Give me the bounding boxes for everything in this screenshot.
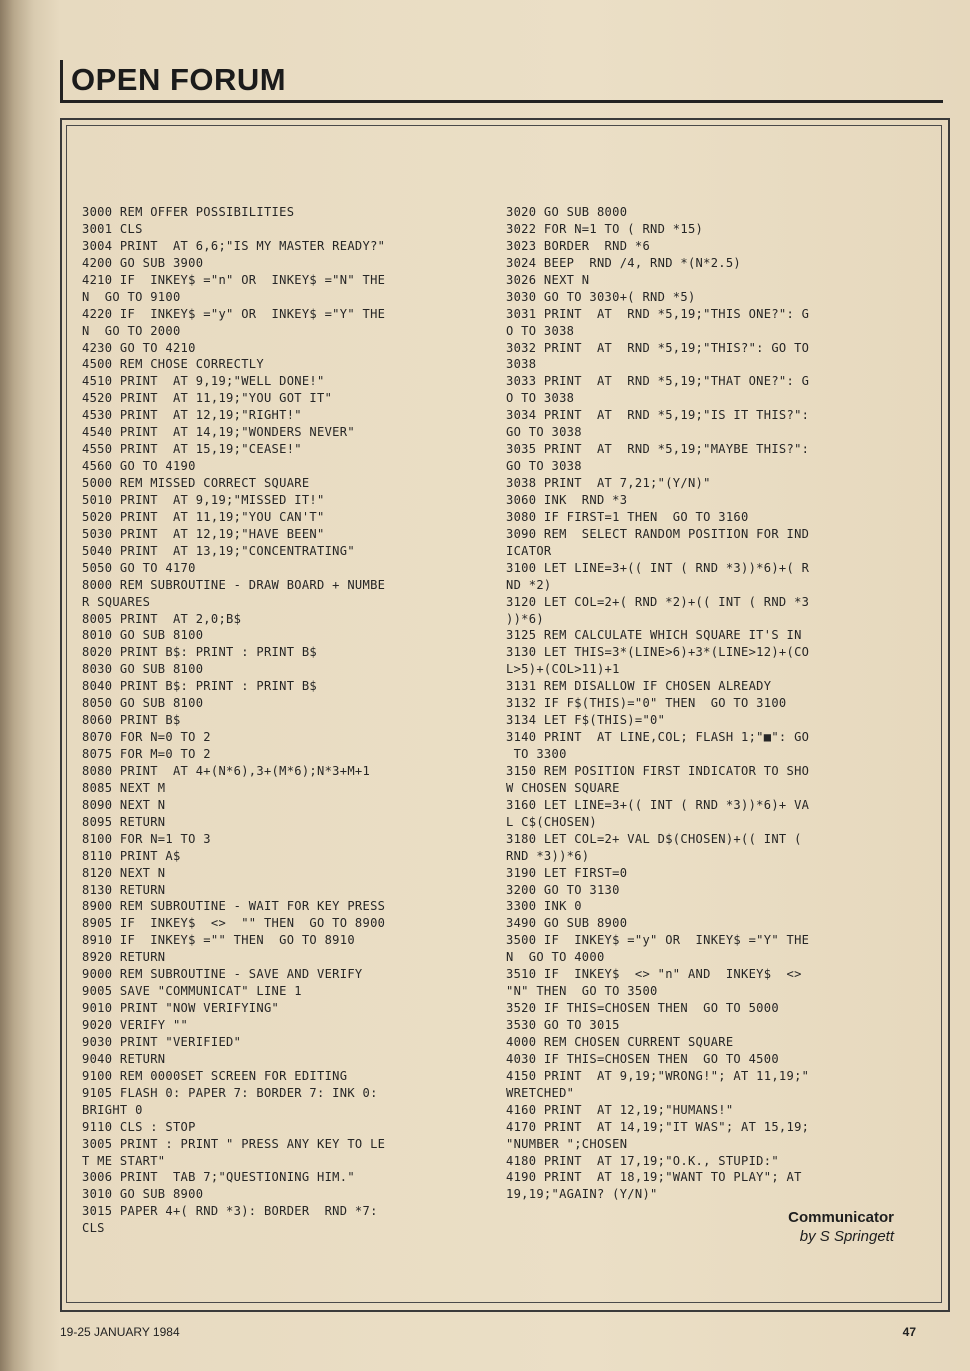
program-title: Communicator bbox=[788, 1209, 894, 1226]
code-line: ND *2) bbox=[506, 577, 552, 592]
code-line: 4510 PRINT AT 9,19;"WELL DONE!" bbox=[82, 374, 325, 389]
code-line: 8070 FOR N=0 TO 2 bbox=[82, 730, 211, 745]
code-line: 3006 PRINT TAB 7;"QUESTIONING HIM." bbox=[82, 1170, 355, 1185]
code-line: 9030 PRINT "VERIFIED" bbox=[82, 1034, 242, 1049]
code-line: 4200 GO SUB 3900 bbox=[82, 255, 204, 270]
code-line: T ME START" bbox=[82, 1153, 166, 1168]
code-line: 5000 REM MISSED CORRECT SQUARE bbox=[82, 476, 310, 490]
code-listing-left-column bbox=[82, 204, 497, 1237]
code-line: GO TO 3038 bbox=[506, 425, 582, 440]
code-line: 3134 LET F$(THIS)="0" bbox=[506, 713, 666, 728]
code-line: WRETCHED" bbox=[506, 1085, 575, 1100]
code-line: 5050 GO TO 4170 bbox=[82, 560, 196, 575]
code-line: 4550 PRINT AT 15,19;"CEASE!" bbox=[82, 442, 302, 457]
code-line: 9100 REM 0000SET SCREEN FOR EDITING bbox=[82, 1068, 348, 1083]
code-line: RND *3))*6) bbox=[506, 848, 590, 863]
code-line: 3024 BEEP RND /4, RND *(N*2.5) bbox=[506, 255, 742, 270]
code-line: 4000 REM CHOSEN CURRENT SQUARE bbox=[506, 1034, 734, 1049]
code-line: 9005 SAVE "COMMUNICAT" LINE 1 bbox=[82, 984, 302, 999]
code-line: 3160 LET LINE=3+(( INT ( RND *3))*6)+ VA bbox=[506, 797, 810, 812]
code-line: 3010 GO SUB 8900 bbox=[82, 1187, 204, 1202]
code-line: 3038 PRINT AT 7,21;"(Y/N)" bbox=[506, 476, 711, 490]
code-line: W CHOSEN SQUARE bbox=[506, 780, 620, 795]
code-line: ICATOR bbox=[506, 543, 552, 558]
code-line: 3034 PRINT AT RND *5,19;"IS IT THIS?": bbox=[506, 408, 810, 423]
code-line: 19,19;"AGAIN? (Y/N)" bbox=[506, 1187, 658, 1202]
code-line: 8130 RETURN bbox=[82, 882, 166, 897]
code-line: 8095 RETURN bbox=[82, 814, 166, 829]
code-line: 5020 PRINT AT 11,19;"YOU CAN'T" bbox=[82, 509, 325, 524]
code-line: 3150 REM POSITION FIRST INDICATOR TO SHO bbox=[506, 763, 810, 778]
code-line: GO TO 3038 bbox=[506, 459, 582, 474]
code-line: O TO 3038 bbox=[506, 323, 575, 338]
code-line: 3180 LET COL=2+ VAL D$(CHOSEN)+(( INT ( bbox=[506, 831, 802, 846]
code-line: 3300 INK 0 bbox=[506, 899, 582, 914]
code-line: 3031 PRINT AT RND *5,19;"THIS ONE?": G bbox=[506, 306, 810, 321]
code-line: 3030 GO TO 3030+( RND *5) bbox=[506, 289, 696, 304]
code-listing-right-column bbox=[506, 204, 921, 1203]
code-line: ))*6) bbox=[506, 611, 544, 626]
code-line: 3200 GO TO 3130 bbox=[506, 882, 620, 897]
code-line: 4030 IF THIS=CHOSEN THEN GO TO 4500 bbox=[506, 1051, 779, 1066]
code-line: 3000 REM OFFER POSSIBILITIES bbox=[82, 205, 295, 219]
issue-date: 19-25 JANUARY 1984 bbox=[60, 1325, 180, 1339]
code-line: 9040 RETURN bbox=[82, 1051, 166, 1066]
code-line: 3490 GO SUB 8900 bbox=[506, 916, 628, 931]
code-line: BRIGHT 0 bbox=[82, 1102, 143, 1117]
code-line: "N" THEN GO TO 3500 bbox=[506, 984, 658, 999]
code-line: 9000 REM SUBROUTINE - SAVE AND VERIFY bbox=[82, 967, 363, 982]
code-line: 3001 CLS bbox=[82, 221, 143, 236]
code-line: 3033 PRINT AT RND *5,19;"THAT ONE?": G bbox=[506, 374, 810, 389]
code-line: 9105 FLASH 0: PAPER 7: BORDER 7: INK 0: bbox=[82, 1085, 378, 1100]
code-line: 4190 PRINT AT 18,19;"WANT TO PLAY"; AT bbox=[506, 1170, 802, 1185]
code-line: 5010 PRINT AT 9,19;"MISSED IT!" bbox=[82, 492, 325, 507]
code-line: 3020 GO SUB 8000 bbox=[506, 205, 628, 219]
code-line: 3520 IF THIS=CHOSEN THEN GO TO 5000 bbox=[506, 1001, 779, 1016]
page-number: 47 bbox=[902, 1325, 916, 1339]
code-line: 4540 PRINT AT 14,19;"WONDERS NEVER" bbox=[82, 425, 355, 440]
code-line: 8910 IF INKEY$ ="" THEN GO TO 8910 bbox=[82, 933, 355, 948]
code-line: 4520 PRINT AT 11,19;"YOU GOT IT" bbox=[82, 391, 333, 406]
code-line: 8075 FOR M=0 TO 2 bbox=[82, 747, 211, 761]
code-line: 5030 PRINT AT 12,19;"HAVE BEEN" bbox=[82, 526, 325, 541]
code-line: 8060 PRINT B$ bbox=[82, 713, 181, 728]
code-line: L>5)+(COL>11)+1 bbox=[506, 662, 620, 677]
code-line: 3100 LET LINE=3+(( INT ( RND *3))*6)+( R bbox=[506, 560, 810, 575]
code-line: 4150 PRINT AT 9,19;"WRONG!"; AT 11,19;" bbox=[506, 1068, 810, 1083]
code-line: 8085 NEXT M bbox=[82, 780, 166, 795]
code-line: 3015 PAPER 4+( RND *3): BORDER RND *7: bbox=[82, 1204, 378, 1219]
code-line: 8030 GO SUB 8100 bbox=[82, 662, 204, 677]
code-line: 8110 PRINT A$ bbox=[82, 848, 181, 863]
code-line: 3060 INK RND *3 bbox=[506, 492, 628, 507]
code-line: 4560 GO TO 4190 bbox=[82, 459, 196, 474]
code-line: 3132 IF F$(THIS)="0" THEN GO TO 3100 bbox=[506, 696, 787, 711]
code-line: 9020 VERIFY "" bbox=[82, 1018, 189, 1032]
code-line: 3120 LET COL=2+( RND *2)+(( INT ( RND *3 bbox=[506, 594, 810, 609]
code-line: 8100 FOR N=1 TO 3 bbox=[82, 831, 211, 846]
code-line: N GO TO 2000 bbox=[82, 323, 181, 338]
code-line: 4180 PRINT AT 17,19;"O.K., STUPID:" bbox=[506, 1153, 779, 1168]
code-line: 3140 PRINT AT LINE,COL; FLASH 1;"■": GO bbox=[506, 730, 810, 745]
code-line: CLS bbox=[82, 1221, 105, 1236]
code-line: 3023 BORDER RND *6 bbox=[506, 238, 651, 253]
code-line: 3500 IF INKEY$ ="y" OR INKEY$ ="Y" THE bbox=[506, 933, 810, 948]
code-line: 4530 PRINT AT 12,19;"RIGHT!" bbox=[82, 408, 302, 423]
code-line: "NUMBER ";CHOSEN bbox=[506, 1136, 628, 1151]
code-line: L C$(CHOSEN) bbox=[506, 814, 597, 829]
code-line: 8020 PRINT B$: PRINT : PRINT B$ bbox=[82, 645, 318, 660]
code-line: 3080 IF FIRST=1 THEN GO TO 3160 bbox=[506, 509, 749, 524]
code-line: R SQUARES bbox=[82, 594, 151, 609]
code-line: 8900 REM SUBROUTINE - WAIT FOR KEY PRESS bbox=[82, 899, 386, 914]
section-title: OPEN FORUM bbox=[71, 62, 287, 97]
code-line: 8040 PRINT B$: PRINT : PRINT B$ bbox=[82, 679, 318, 694]
program-credit bbox=[788, 1208, 894, 1246]
code-line: N GO TO 9100 bbox=[82, 289, 181, 304]
code-line: 3090 REM SELECT RANDOM POSITION FOR IND bbox=[506, 526, 810, 541]
code-line: 9110 CLS : STOP bbox=[82, 1119, 196, 1134]
code-line: 8050 GO SUB 8100 bbox=[82, 696, 204, 711]
code-line: 8080 PRINT AT 4+(N*6),3+(M*6);N*3+M+1 bbox=[82, 763, 371, 778]
code-line: 8905 IF INKEY$ <> "" THEN GO TO 8900 bbox=[82, 916, 386, 931]
code-line: 3035 PRINT AT RND *5,19;"MAYBE THIS?": bbox=[506, 442, 810, 457]
code-line: 8000 REM SUBROUTINE - DRAW BOARD + NUMBE bbox=[82, 577, 386, 592]
code-line: 8120 NEXT N bbox=[82, 865, 166, 880]
section-header bbox=[60, 60, 943, 103]
code-line: 3004 PRINT AT 6,6;"IS MY MASTER READY?" bbox=[82, 238, 386, 253]
code-line: 3131 REM DISALLOW IF CHOSEN ALREADY bbox=[506, 679, 772, 694]
code-line: O TO 3038 bbox=[506, 391, 575, 406]
code-line: TO 3300 bbox=[506, 747, 567, 761]
code-line: 3022 FOR N=1 TO ( RND *15) bbox=[506, 221, 704, 236]
code-line: N GO TO 4000 bbox=[506, 950, 605, 965]
code-line: 9010 PRINT "NOW VERIFYING" bbox=[82, 1001, 280, 1016]
code-line: 4230 GO TO 4210 bbox=[82, 340, 196, 355]
code-line: 8090 NEXT N bbox=[82, 797, 166, 812]
code-line: 4160 PRINT AT 12,19;"HUMANS!" bbox=[506, 1102, 734, 1117]
code-line: 4220 IF INKEY$ ="y" OR INKEY$ ="Y" THE bbox=[82, 306, 386, 321]
code-line: 4500 REM CHOSE CORRECTLY bbox=[82, 357, 264, 372]
code-line: 8010 GO SUB 8100 bbox=[82, 628, 204, 643]
code-line: 4170 PRINT AT 14,19;"IT WAS"; AT 15,19; bbox=[506, 1119, 810, 1134]
code-line: 5040 PRINT AT 13,19;"CONCENTRATING" bbox=[82, 543, 355, 558]
code-line: 3038 bbox=[506, 357, 537, 372]
code-line: 3510 IF INKEY$ <> "n" AND INKEY$ <> bbox=[506, 967, 802, 982]
code-line: 3530 GO TO 3015 bbox=[506, 1018, 620, 1032]
code-line: 3032 PRINT AT RND *5,19;"THIS?": GO TO bbox=[506, 340, 810, 355]
code-line: 3005 PRINT : PRINT " PRESS ANY KEY TO LE bbox=[82, 1136, 386, 1151]
program-author: by S Springett bbox=[799, 1228, 894, 1245]
code-line: 8005 PRINT AT 2,0;B$ bbox=[82, 611, 242, 626]
code-line: 3190 LET FIRST=0 bbox=[506, 865, 628, 880]
code-line: 8920 RETURN bbox=[82, 950, 166, 965]
code-line: 4210 IF INKEY$ ="n" OR INKEY$ ="N" THE bbox=[82, 272, 386, 287]
code-line: 3130 LET THIS=3*(LINE>6)+3*(LINE>12)+(CO bbox=[506, 645, 810, 660]
code-line: 3026 NEXT N bbox=[506, 272, 590, 287]
code-line: 3125 REM CALCULATE WHICH SQUARE IT'S IN bbox=[506, 628, 802, 643]
